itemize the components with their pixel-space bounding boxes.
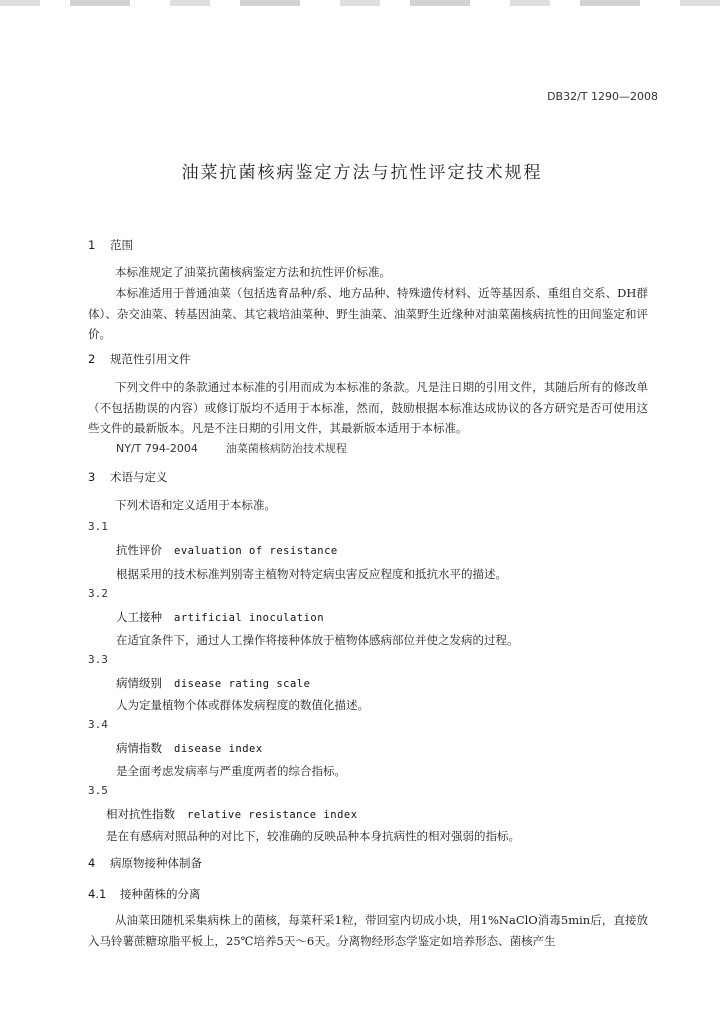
term-definition: 是在有感病对照品种的对比下，较准确的反映品种本身抗病性的相对强弱的指标。	[106, 829, 520, 843]
section-heading-2	[88, 351, 191, 367]
section-title: 规范性引用文件	[110, 352, 191, 366]
term-en: evaluation of resistance	[174, 545, 338, 557]
section-number: 1	[88, 238, 96, 252]
document-title: 油菜抗菌核病鉴定方法与抗性评定技术规程	[181, 163, 543, 183]
term-cn: 病情级别	[116, 676, 162, 690]
section-heading-4	[88, 855, 202, 871]
section-number: 2	[88, 352, 96, 366]
subsection-number: 4.1	[88, 887, 107, 901]
term-en: relative resistance index	[187, 809, 358, 821]
term-definition: 根据采用的技术标准判别寄主植物对特定病虫害反应程度和抵抗水平的描述。	[116, 567, 507, 581]
section-number: 3	[88, 470, 96, 484]
term-en: disease rating scale	[174, 678, 311, 690]
paragraph: 下列文件中的条款通过本标准的引用而成为本标准的条款。凡是注日期的引用文件，其随后所有的修改单（不包括勘误的内容）或修订版均不适用于本标准，然而，鼓励根据本标准达成协议的各方研究是否可使用这些文件的最新版本。凡是不注日期的引用文件，其最新版本适用于本标准。	[88, 380, 648, 435]
scan-artifact	[0, 0, 724, 6]
term-cn: 抗性评价	[116, 543, 162, 557]
section-title: 范围	[110, 238, 133, 252]
standard-number: DB32/T 1290—2008	[547, 90, 658, 103]
term-number: 3.5	[88, 784, 108, 797]
reference-code: NY/T 794-2004	[116, 442, 198, 455]
paragraph: 从油菜田随机采集病株上的菌核，每菜秆采1粒，带回室内切成小块，用1%NaClO消毒5min后，直接放入马铃薯蔗糖琼脂平板上，25℃培养5天～6天。分离物经形态学鉴定如培养形态、菌核产生	[88, 913, 648, 948]
term-cn: 病情指数	[116, 741, 162, 755]
paragraph: 下列术语和定义适用于本标准。	[115, 498, 276, 512]
term-en: artificial inoculation	[174, 612, 325, 624]
section-heading-1	[88, 237, 133, 253]
term-cn: 相对抗性指数	[106, 807, 175, 821]
section-number: 4	[88, 856, 96, 870]
term-entry	[106, 806, 358, 822]
paragraph: 本标准规定了油菜抗菌核病鉴定方法和抗性评价标准。	[115, 265, 391, 279]
term-number: 3.1	[88, 520, 108, 533]
term-en: disease index	[174, 743, 263, 755]
term-entry	[116, 542, 338, 558]
subsection-heading-4-1	[88, 886, 201, 902]
section-title: 病原物接种体制备	[110, 856, 202, 870]
term-number: 3.3	[88, 653, 108, 666]
term-number: 3.2	[88, 587, 108, 600]
term-definition: 在适宜条件下，通过人工操作将接种体放于植物体感病部位并使之发病的过程。	[116, 633, 519, 647]
section-title: 术语与定义	[110, 470, 168, 484]
term-definition: 是全面考虑发病率与严重度两者的综合指标。	[116, 764, 346, 778]
paragraph: 本标准适用于普通油菜（包括选育品种/系、地方品种、特殊遗传材料、近等基因系、重组自交系、DH群体）、杂交油菜、转基因油菜、其它栽培油菜种、野生油菜、油菜野生近缘种对油菜菌核病抗性的田间鉴定和评价。	[88, 286, 648, 341]
section-heading-3	[88, 469, 168, 485]
term-number: 3.4	[88, 718, 108, 731]
reference-title: 油菜菌核病防治技术规程	[225, 442, 347, 455]
term-definition: 人为定量植物个体或群体发病程度的数值化描述。	[116, 698, 369, 712]
subsection-title: 接种菌株的分离	[120, 887, 201, 901]
normative-reference	[116, 440, 347, 456]
term-cn: 人工接种	[116, 610, 162, 624]
term-entry	[116, 740, 263, 756]
term-entry	[116, 609, 324, 625]
term-entry	[116, 675, 310, 691]
